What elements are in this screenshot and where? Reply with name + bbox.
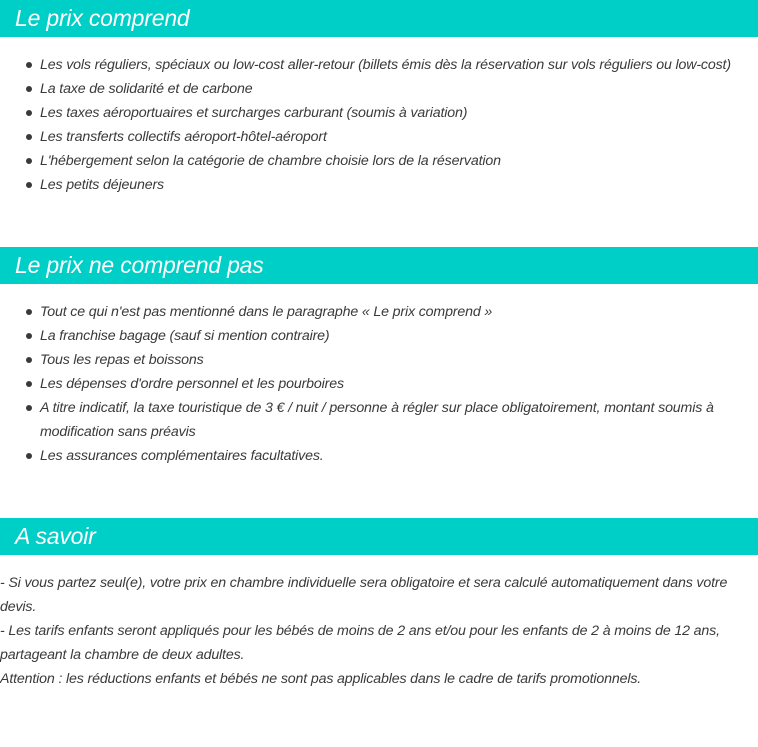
included-list bbox=[0, 53, 758, 197]
section-title: A savoir bbox=[15, 523, 96, 549]
list-item: Tout ce qui n'est pas mentionné dans le paragraphe « Le prix comprend » bbox=[0, 300, 758, 324]
list-item: Les taxes aéroportuaires et surcharges carburant (soumis à variation) bbox=[0, 101, 758, 125]
section-header-a-savoir bbox=[0, 518, 758, 555]
section-header-prix-ne-comprend-pas bbox=[0, 247, 758, 284]
list-item: Les transferts collectifs aéroport-hôtel-aéroport bbox=[0, 125, 758, 149]
list-item: La taxe de solidarité et de carbone bbox=[0, 77, 758, 101]
list-item: Les petits déjeuners bbox=[0, 173, 758, 197]
list-item: L'hébergement selon la catégorie de chambre choisie lors de la réservation bbox=[0, 149, 758, 173]
section-title: Le prix ne comprend pas bbox=[15, 252, 264, 278]
section-header-prix-comprend bbox=[0, 0, 758, 37]
list-item: Les dépenses d'ordre personnel et les pourboires bbox=[0, 372, 758, 396]
note-paragraph: Attention : les réductions enfants et bébés ne sont pas applicables dans le cadre de tarifs promotionnels. bbox=[0, 671, 642, 687]
note-paragraph: - Les tarifs enfants seront appliqués pour les bébés de moins de 2 ans et/ou pour les enfants de 2 à moins de 12 ans, partageant la chambre de deux adultes. bbox=[0, 623, 720, 663]
list-item: Tous les repas et boissons bbox=[0, 348, 758, 372]
note-paragraph: - Si vous partez seul(e), votre prix en chambre individuelle sera obligatoire et sera calculé automatiquement dans votre devis. bbox=[0, 575, 728, 615]
excluded-list bbox=[0, 300, 758, 468]
list-item: La franchise bagage (sauf si mention contraire) bbox=[0, 324, 758, 348]
section-title: Le prix comprend bbox=[15, 5, 190, 31]
list-item: Les assurances complémentaires facultatives. bbox=[0, 444, 758, 468]
a-savoir-notes bbox=[0, 571, 758, 691]
list-item: Les vols réguliers, spéciaux ou low-cost aller-retour (billets émis dès la réservation sur vols réguliers ou low-cost) bbox=[0, 53, 758, 77]
list-item: A titre indicatif, la taxe touristique de 3 € / nuit / personne à régler sur place obligatoirement, montant soumis à modification sans préavis bbox=[0, 396, 758, 444]
